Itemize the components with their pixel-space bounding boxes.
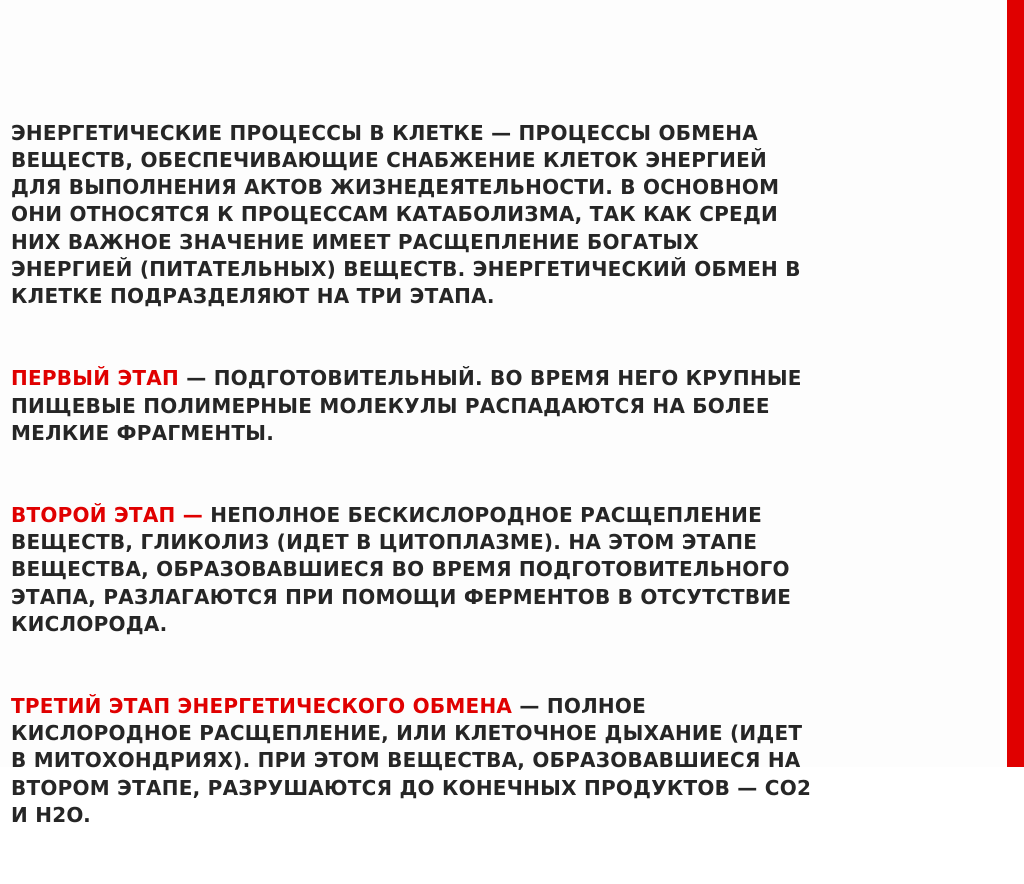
stage-one-paragraph [11, 365, 911, 447]
stage-one-text: — ПОДГОТОВИТЕЛЬНЫЙ. ВО ВРЕМЯ НЕГО КРУПНЫЕ ПИЩЕВЫЕ ПОЛИМЕРНЫЕ МОЛЕКУЛЫ РАСПАДАЮТСЯ НА БОЛЕЕ МЕЛКИЕ ФРАГМЕНТЫ. [11, 366, 802, 445]
slide-body-text [11, 65, 911, 884]
stage-two-paragraph [11, 502, 911, 638]
stage-two-heading: ВТОРОЙ ЭТАП — [11, 502, 203, 527]
stage-two-text: НЕПОЛНОЕ БЕСКИСЛОРОДНОЕ РАСЩЕПЛЕНИЕ ВЕЩЕСТВ, ГЛИКОЛИЗ (ИДЕТ В ЦИТОПЛАЗМЕ). НА ЭТОМ ЭТАПЕ ВЕЩЕСТВА, ОБРАЗОВАВШИЕСЯ ВО ВРЕМЯ ПОДГОТОВИТЕЛЬНОГО ЭТАПА, РАЗЛАГАЮТСЯ ПРИ ПОМОЩИ ФЕРМЕНТОВ В ОТСУТСТВИЕ КИСЛОРОДА. [11, 502, 792, 636]
stage-three-text: — ПОЛНОЕ КИСЛОРОДНОЕ РАСЩЕПЛЕНИЕ, ИЛИ КЛЕТОЧНОЕ ДЫХАНИЕ (ИДЕТ В МИТОХОНДРИЯХ). ПРИ ЭТОМ ВЕЩЕСТВА, ОБРАЗОВАВШИЕСЯ НА ВТОРОМ ЭТАПЕ, РАЗРУШАЮТСЯ ДО КОНЕЧНЫХ ПРОДУКТОВ — CO2 И H2O. [11, 693, 812, 828]
stage-one-heading: ПЕРВЫЙ ЭТАП [11, 366, 180, 391]
red-accent-bar [1007, 0, 1024, 767]
intro-paragraph: ЭНЕРГЕТИЧЕСКИЕ ПРОЦЕССЫ В КЛЕТКЕ — ПРОЦЕССЫ ОБМЕНА ВЕЩЕСТВ, ОБЕСПЕЧИВАЮЩИЕ СНАБЖЕНИЕ КЛЕТОК ЭНЕРГИЕЙ ДЛЯ ВЫПОЛНЕНИЯ АКТОВ ЖИЗНЕДЕЯТЕЛЬНОСТИ. В ОСНОВНОМ ОНИ ОТНОСЯТСЯ К ПРОЦЕССАМ КАТАБОЛИЗМА, ТАК КАК СРЕДИ НИХ ВАЖНОЕ ЗНАЧЕНИЕ ИМЕЕТ РАСЩЕПЛЕНИЕ БОГАТЫХ ЭНЕРГИЕЙ (ПИТАТЕЛЬНЫХ) ВЕЩЕСТВ. ЭНЕРГЕТИЧЕСКИЙ ОБМЕН В КЛЕТКЕ ПОДРАЗДЕЛЯЮТ НА ТРИ ЭТАПА. [11, 120, 801, 309]
stage-three-paragraph [11, 693, 911, 829]
stage-three-heading: ТРЕТИЙ ЭТАП ЭНЕРГЕТИЧЕСКОГО ОБМЕНА [11, 693, 513, 718]
